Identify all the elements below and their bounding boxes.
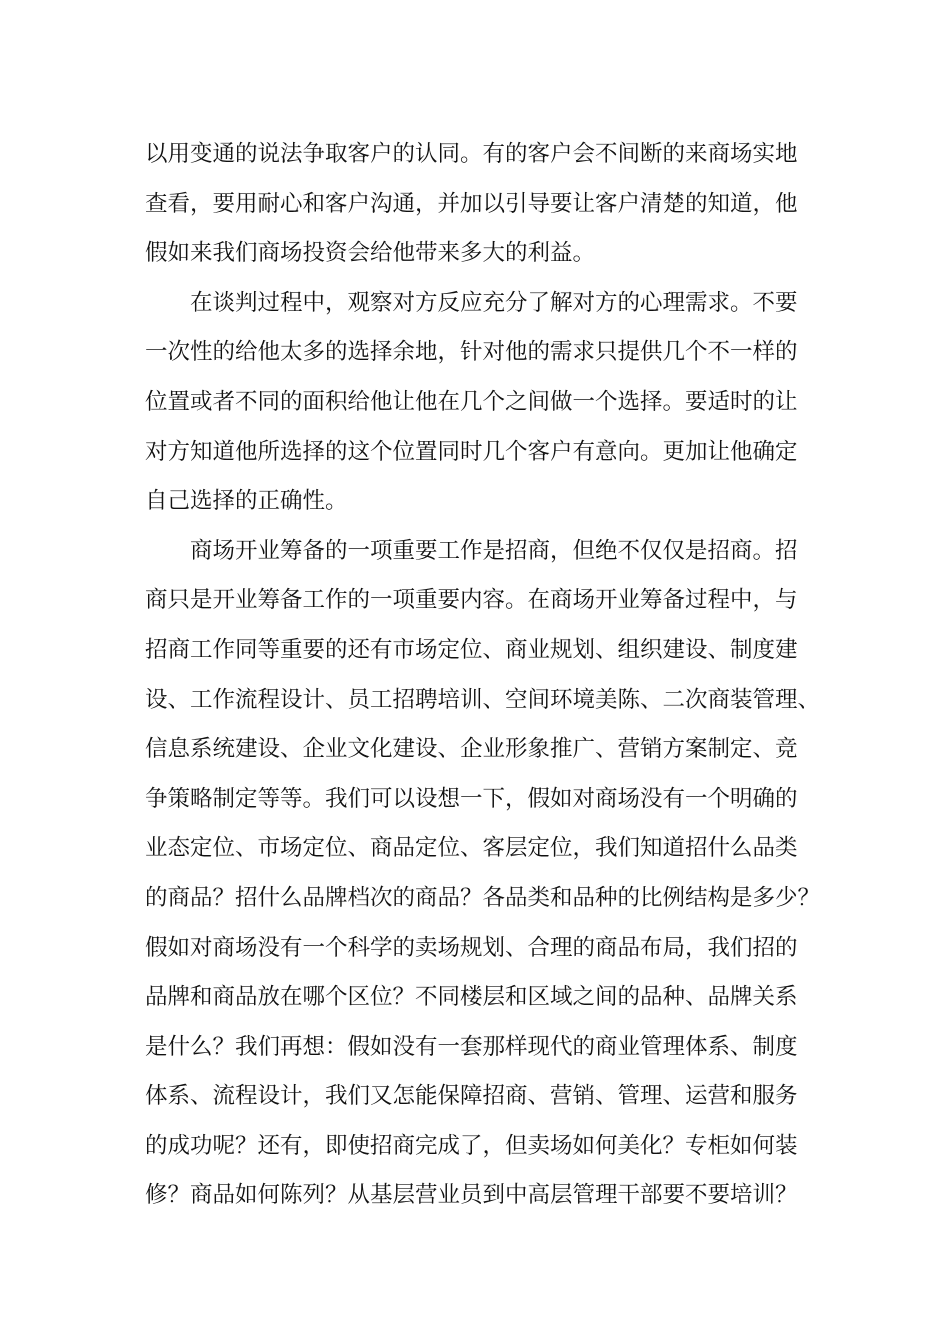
- paragraph-first-line: 在谈判过程中，观察对方反应充分了解对方的心理需求。不要: [190, 289, 798, 316]
- text-line: 信息系统建设、企业文化建设、企业形象推广、营销方案制定、竞: [145, 736, 798, 763]
- text-line: 修？商品如何陈列？从基层营业员到中高层管理干部要不要培训？: [145, 1182, 798, 1209]
- text-line: 的成功呢？还有，即使招商完成了，但卖场如何美化？专柜如何装: [145, 1132, 798, 1159]
- text-line: 假如对商场没有一个科学的卖场规划、合理的商品布局，我们招的: [145, 934, 798, 961]
- text-line: 一次性的给他太多的选择余地，针对他的需求只提供几个不一样的: [145, 339, 798, 366]
- body-text: [145, 130, 835, 1221]
- text-line: 是什么？我们再想：假如没有一套那样现代的商业管理体系、制度: [145, 1033, 798, 1060]
- text-line: 查看，要用耐心和客户沟通，并加以引导要让客户清楚的知道，他: [145, 190, 798, 217]
- text-line: 体系、流程设计，我们又怎能保障招商、营销、管理、运营和服务: [145, 1083, 798, 1110]
- text-line: 对方知道他所选择的这个位置同时几个客户有意向。更加让他确定: [145, 438, 798, 465]
- text-line: 的商品？招什么品牌档次的商品？各品类和品种的比例结构是多少？: [145, 884, 821, 911]
- text-line: 设、工作流程设计、员工招聘培训、空间环境美陈、二次商装管理、: [145, 686, 821, 713]
- text-line: 招商工作同等重要的还有市场定位、商业规划、组织建设、制度建: [145, 636, 798, 663]
- text-line: 自己选择的正确性。: [145, 488, 348, 515]
- paragraph-first-line: 商场开业筹备的一项重要工作是招商，但绝不仅仅是招商。招: [190, 537, 798, 564]
- text-line: 假如来我们商场投资会给他带来多大的利益。: [145, 240, 596, 267]
- text-line: 位置或者不同的面积给他让他在几个之间做一个选择。要适时的让: [145, 388, 798, 415]
- text-line: 业态定位、市场定位、商品定位、客层定位，我们知道招什么品类: [145, 835, 798, 862]
- text-line: 商只是开业筹备工作的一项重要内容。在商场开业筹备过程中，与: [145, 587, 798, 614]
- text-line: 以用变通的说法争取客户的认同。有的客户会不间断的来商场实地: [145, 141, 798, 167]
- text-line: 品牌和商品放在哪个区位？不同楼层和区域之间的品种、品牌关系: [145, 984, 798, 1011]
- text-line: 争策略制定等等。我们可以设想一下，假如对商场没有一个明确的: [145, 785, 798, 812]
